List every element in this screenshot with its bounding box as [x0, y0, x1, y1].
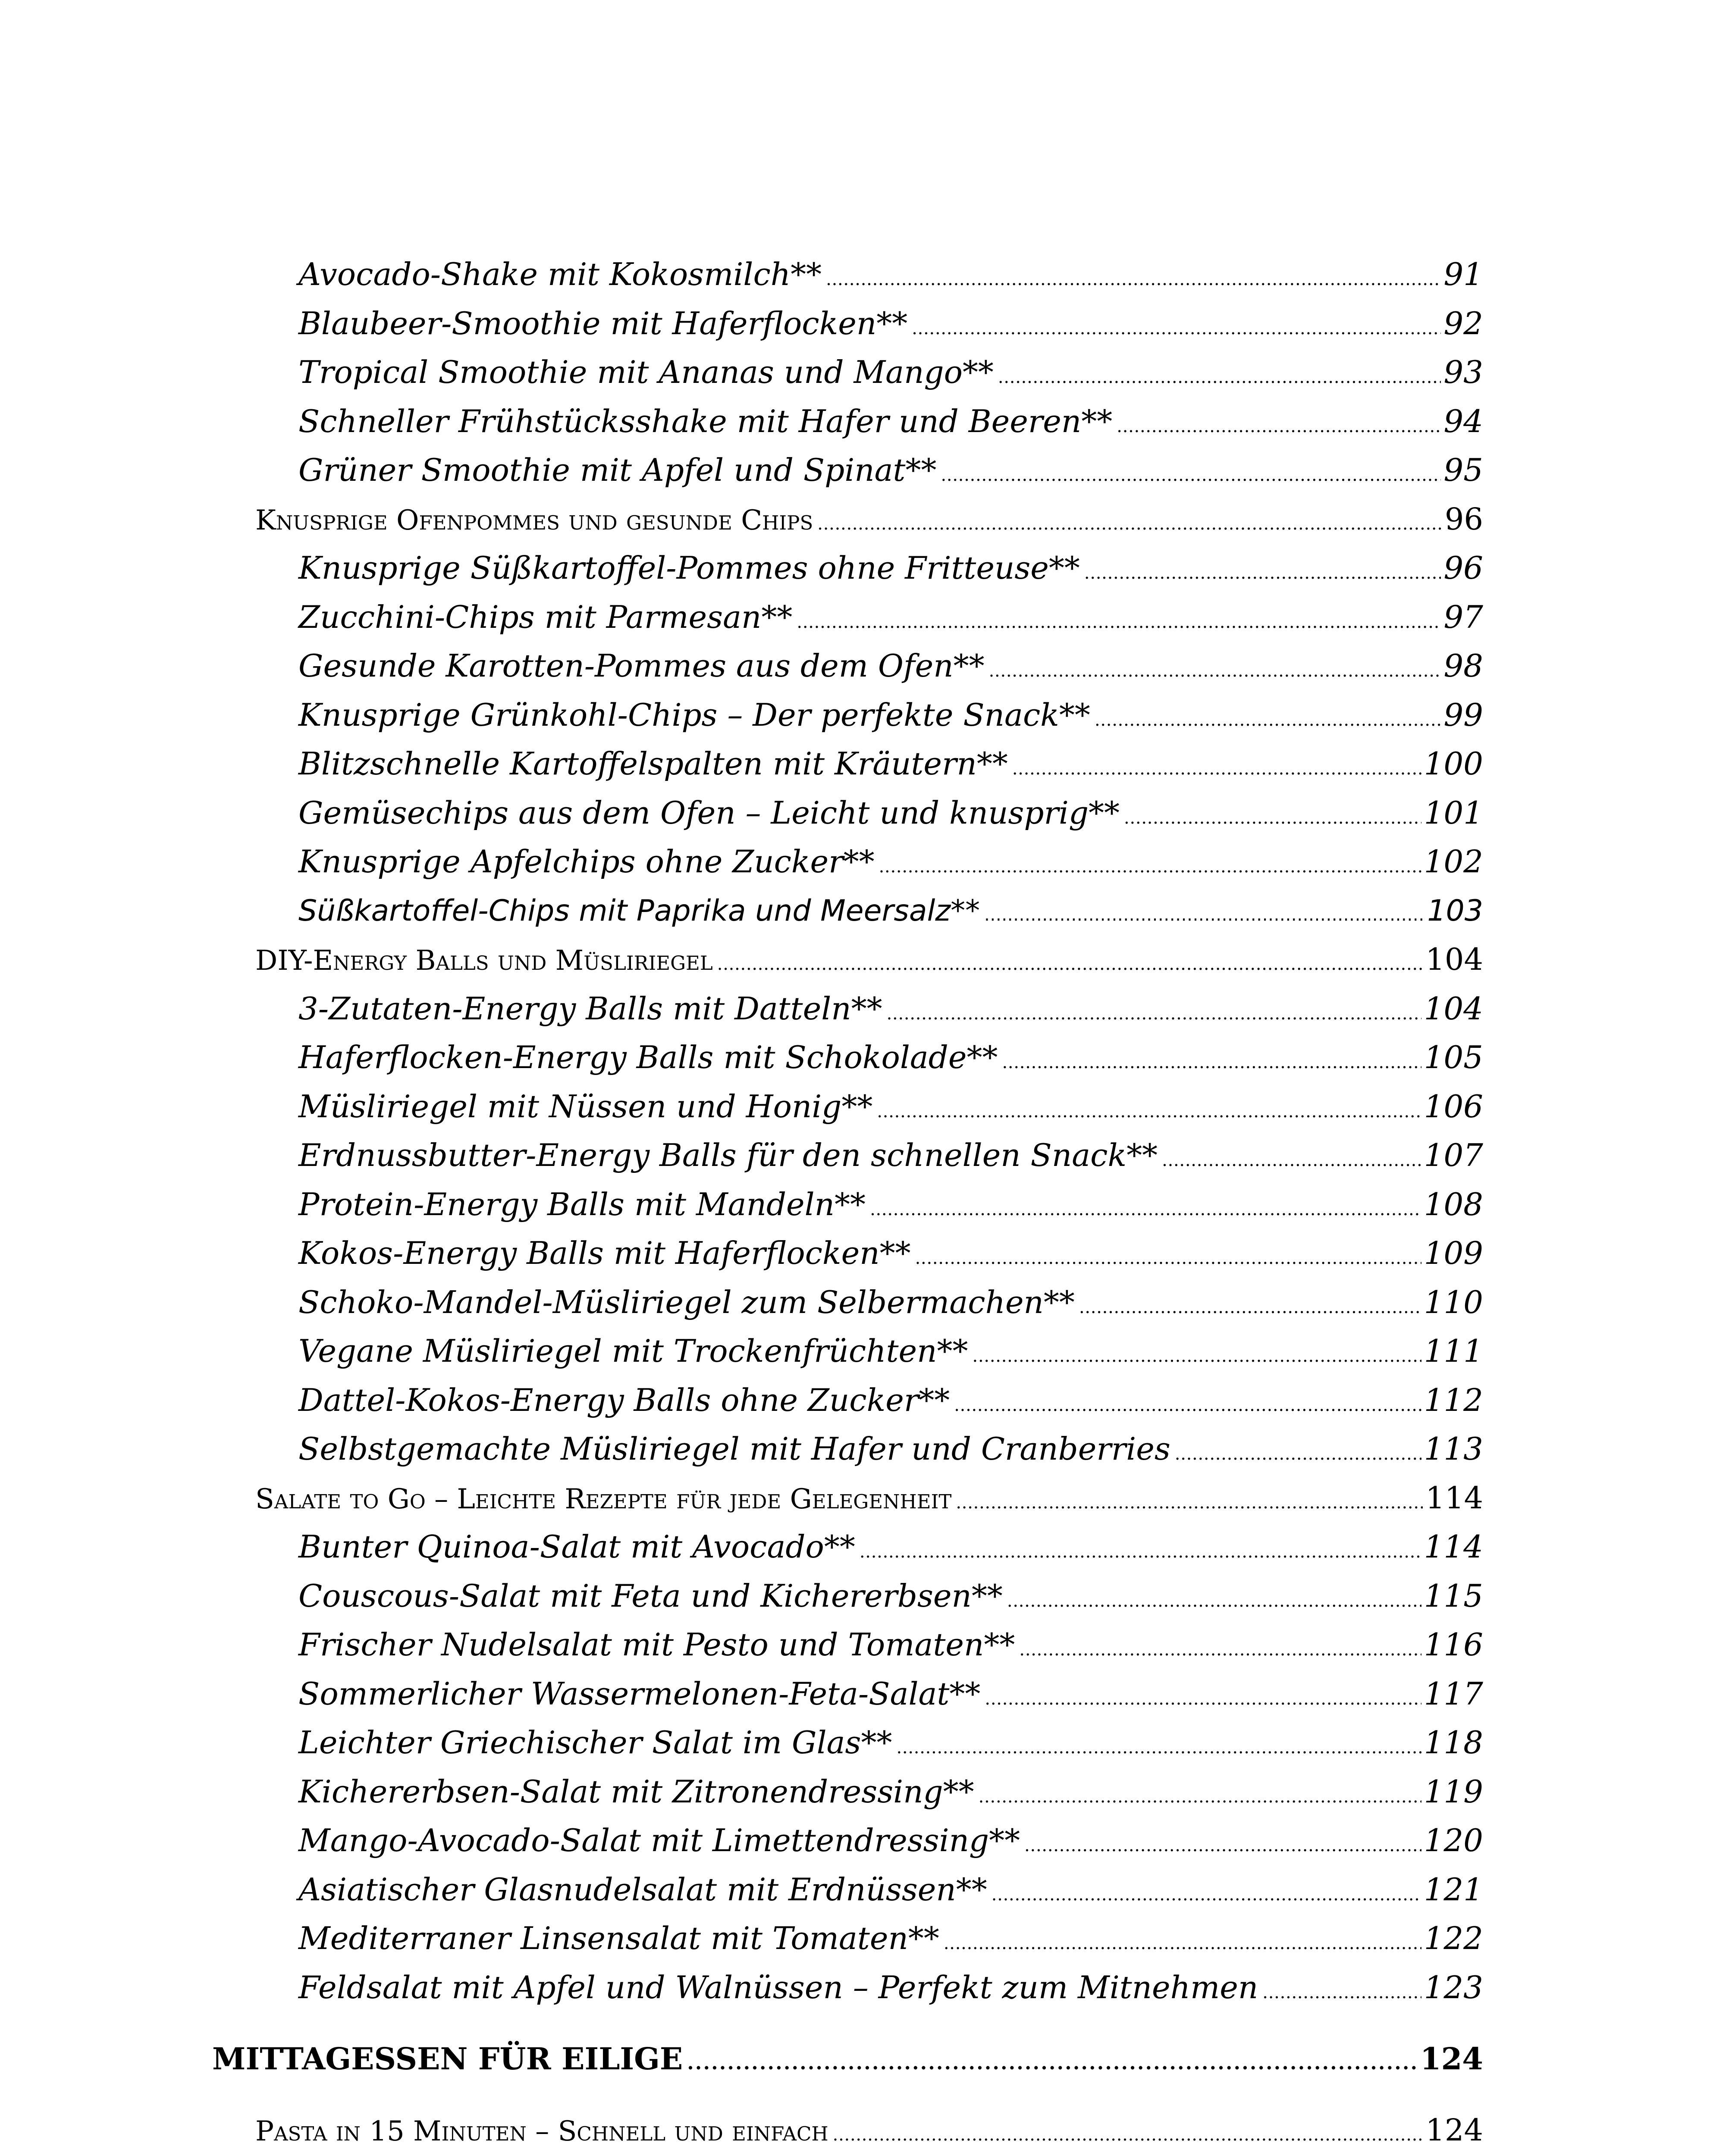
- toc-dot-leader: [912, 299, 1441, 348]
- toc-dot-leader: [797, 593, 1441, 642]
- toc-entry-page: 95: [1443, 452, 1483, 488]
- toc-entry-title: Dattel-Kokos-Energy Balls ohne Zucker**: [298, 1382, 950, 1418]
- toc-entry-title: Salate to Go – Leichte Rezepte für jede Gelegenheit: [255, 1483, 952, 1515]
- toc-recipe-entry: [255, 1131, 1483, 1180]
- table-of-contents: [212, 250, 1483, 2156]
- toc-recipe-entry: [255, 1865, 1483, 1915]
- toc-entry-title: 3-Zutaten-Energy Balls mit Datteln**: [298, 990, 882, 1027]
- toc-entry-page: 101: [1424, 794, 1483, 831]
- toc-dot-leader: [1002, 1033, 1421, 1082]
- toc-section-entry: [255, 2106, 1483, 2155]
- toc-entry-page: 96: [1444, 501, 1483, 537]
- toc-entry-title: Knusprige Grünkohl-Chips – Der perfekte Snack**: [298, 696, 1090, 733]
- toc-entry-page: 100: [1424, 746, 1483, 782]
- toc-dot-leader: [1262, 1963, 1421, 2012]
- toc-dot-leader: [896, 1718, 1421, 1767]
- toc-section-entry: [255, 495, 1483, 544]
- toc-dot-leader: [1117, 397, 1441, 446]
- toc-dot-leader: [833, 2107, 1423, 2155]
- toc-entry-title: Vegane Müsliriegel mit Trockenfrüchten**: [298, 1333, 968, 1369]
- toc-dot-leader: [879, 837, 1421, 887]
- toc-recipe-entry: [255, 1425, 1483, 1474]
- toc-entry-page: 97: [1443, 599, 1483, 635]
- toc-entry-page: 91: [1443, 256, 1483, 292]
- toc-recipe-entry: [255, 1914, 1483, 1963]
- toc-entry-page: 124: [1425, 2112, 1483, 2148]
- toc-section-entry: [255, 1474, 1483, 1523]
- toc-recipe-entry: [255, 593, 1483, 642]
- toc-dot-leader: [984, 887, 1425, 936]
- toc-entry-title: Tropical Smoothie mit Ananas und Mango**: [298, 354, 994, 390]
- toc-recipe-entry: [255, 1718, 1483, 1767]
- toc-dot-leader: [1162, 1131, 1421, 1180]
- toc-dot-leader: [1175, 1425, 1421, 1474]
- toc-recipe-entry: [255, 1620, 1483, 1670]
- toc-entry-page: 98: [1443, 648, 1483, 684]
- toc-entry-page: 102: [1424, 843, 1483, 880]
- toc-entry-title: DIY-Energy Balls und Müsliriegel: [255, 945, 713, 977]
- toc-recipe-entry: [255, 1327, 1483, 1376]
- toc-recipe-entry: [255, 1278, 1483, 1327]
- toc-entry-title: Feldsalat mit Apfel und Walnüssen – Perfekt zum Mitnehmen: [298, 1969, 1258, 2006]
- toc-dot-leader: [1019, 1620, 1421, 1670]
- toc-entry-title: Süßkartoffel-Chips mit Paprika und Meersalz**: [298, 893, 980, 928]
- toc-entry-page: 109: [1424, 1235, 1483, 1271]
- toc-entry-page: 104: [1424, 990, 1483, 1027]
- toc-dot-leader: [944, 1914, 1421, 1963]
- toc-entry-title: Haferflocken-Energy Balls mit Schokolade**: [298, 1039, 998, 1075]
- toc-entry-title: Müsliriegel mit Nüssen und Honig**: [298, 1088, 873, 1125]
- toc-entry-page: 92: [1443, 305, 1483, 342]
- toc-dot-leader: [870, 1180, 1421, 1229]
- toc-dot-leader: [915, 1229, 1421, 1278]
- toc-entry-page: 105: [1424, 1039, 1483, 1075]
- toc-entry-page: 111: [1424, 1333, 1483, 1369]
- toc-entry-title: Kokos-Energy Balls mit Haferflocken**: [298, 1235, 911, 1271]
- toc-dot-leader: [992, 1865, 1421, 1915]
- toc-dot-leader: [956, 1475, 1423, 1523]
- toc-entry-page: 110: [1424, 1284, 1483, 1320]
- toc-entry-title: Erdnussbutter-Energy Balls für den schnellen Snack**: [298, 1137, 1158, 1173]
- toc-entry-title: Asiatischer Glasnudelsalat mit Erdnüssen**: [298, 1871, 987, 1908]
- toc-recipe-entry: [255, 1670, 1483, 1719]
- toc-entry-page: 118: [1424, 1724, 1483, 1761]
- toc-recipe-entry: [255, 1180, 1483, 1229]
- toc-entry-page: 108: [1424, 1186, 1483, 1222]
- toc-entry-page: 94: [1443, 403, 1483, 439]
- toc-dot-leader: [1095, 691, 1441, 740]
- toc-entry-page: 114: [1424, 1529, 1483, 1565]
- toc-section-entry: [255, 935, 1483, 984]
- toc-entry-title: Couscous-Salat mit Feta und Kichererbsen**: [298, 1577, 1003, 1614]
- toc-entry-title: Gemüsechips aus dem Ofen – Leicht und knusprig**: [298, 794, 1120, 831]
- toc-dot-leader: [1007, 1572, 1421, 1621]
- toc-recipe-entry: [255, 642, 1483, 691]
- toc-dot-leader: [860, 1523, 1421, 1572]
- toc-recipe-entry: [255, 1082, 1483, 1131]
- toc-dot-leader: [1012, 740, 1421, 789]
- toc-entry-page: 120: [1424, 1822, 1483, 1858]
- toc-dot-leader: [817, 496, 1442, 544]
- toc-recipe-entry: [255, 1033, 1483, 1082]
- toc-entry-title: Schoko-Mandel-Müsliriegel zum Selbermachen**: [298, 1284, 1075, 1320]
- toc-entry-page: 113: [1424, 1431, 1483, 1467]
- toc-dot-leader: [1084, 544, 1441, 593]
- toc-recipe-entry: [255, 1963, 1483, 2012]
- toc-dot-leader: [717, 936, 1423, 984]
- toc-recipe-entry: [255, 1376, 1483, 1425]
- toc-recipe-entry: [255, 1229, 1483, 1278]
- toc-entry-page: 96: [1443, 550, 1483, 586]
- toc-entry-title: Leichter Griechischer Salat im Glas**: [298, 1724, 892, 1761]
- toc-entry-title: Frischer Nudelsalat mit Pesto und Tomaten**: [298, 1626, 1015, 1663]
- toc-recipe-entry: [255, 250, 1483, 299]
- toc-chapter-entry: [212, 2034, 1483, 2084]
- toc-entry-title: Schneller Frühstücksshake mit Hafer und Beeren**: [298, 403, 1113, 439]
- toc-dot-leader: [985, 1670, 1421, 1719]
- toc-entry-title: Gesunde Karotten-Pommes aus dem Ofen**: [298, 648, 985, 684]
- toc-entry-title: Grüner Smoothie mit Apfel und Spinat**: [298, 452, 937, 488]
- toc-entry-title: Knusprige Ofenpommes und gesunde Chips: [255, 504, 813, 536]
- toc-entry-page: 107: [1424, 1137, 1483, 1173]
- toc-recipe-entry: [255, 544, 1483, 593]
- toc-dot-leader: [979, 1767, 1421, 1817]
- toc-entry-title: Avocado-Shake mit Kokosmilch**: [298, 256, 822, 292]
- toc-entry-page: 112: [1424, 1382, 1483, 1418]
- toc-dot-leader: [941, 446, 1441, 495]
- toc-recipe-entry: [255, 984, 1483, 1034]
- toc-dot-leader: [826, 250, 1441, 299]
- toc-entry-title: Bunter Quinoa-Salat mit Avocado**: [298, 1529, 855, 1565]
- toc-dot-leader: [687, 2034, 1418, 2084]
- toc-recipe-entry: [255, 1523, 1483, 1572]
- toc-dot-leader: [877, 1082, 1421, 1131]
- toc-dot-leader: [1024, 1816, 1421, 1865]
- toc-entry-page: 115: [1424, 1577, 1483, 1614]
- toc-dot-leader: [998, 348, 1441, 397]
- toc-recipe-entry: [255, 348, 1483, 397]
- toc-entry-page: 122: [1424, 1920, 1483, 1956]
- toc-dot-leader: [887, 984, 1421, 1034]
- toc-dot-leader: [989, 642, 1441, 691]
- toc-entry-page: 114: [1425, 1480, 1483, 1516]
- toc-recipe-entry: [255, 887, 1483, 936]
- toc-entry-page: 106: [1424, 1088, 1483, 1125]
- toc-entry-page: 103: [1427, 893, 1483, 928]
- toc-entry-page: 123: [1424, 1969, 1483, 2006]
- toc-entry-title: Mango-Avocado-Salat mit Limettendressing**: [298, 1822, 1020, 1858]
- toc-entry-page: 99: [1443, 696, 1483, 733]
- toc-entry-title: Sommerlicher Wassermelonen-Feta-Salat**: [298, 1675, 981, 1712]
- toc-recipe-entry: [255, 1572, 1483, 1621]
- toc-entry-title: Knusprige Apfelchips ohne Zucker**: [298, 843, 875, 880]
- toc-entry-title: MITTAGESSEN FÜR EILIGE: [212, 2041, 683, 2077]
- toc-entry-page: 119: [1424, 1773, 1483, 1810]
- toc-dot-leader: [973, 1327, 1421, 1376]
- toc-recipe-entry: [255, 446, 1483, 495]
- toc-recipe-entry: [255, 789, 1483, 838]
- toc-recipe-entry: [255, 1767, 1483, 1817]
- toc-entry-title: Pasta in 15 Minuten – Schnell und einfach: [255, 2115, 828, 2147]
- toc-entry-title: Knusprige Süßkartoffel-Pommes ohne Fritteuse**: [298, 550, 1080, 586]
- toc-recipe-entry: [255, 740, 1483, 789]
- toc-entry-page: 116: [1424, 1626, 1483, 1663]
- toc-recipe-entry: [255, 1816, 1483, 1865]
- toc-entry-page: 121: [1424, 1871, 1483, 1908]
- toc-entry-title: Selbstgemachte Müsliriegel mit Hafer und Cranberries: [298, 1431, 1170, 1467]
- toc-recipe-entry: [255, 299, 1483, 348]
- toc-entry-page: 93: [1443, 354, 1483, 390]
- toc-entry-page: 117: [1424, 1675, 1483, 1712]
- toc-recipe-entry: [255, 691, 1483, 740]
- toc-entry-page: 104: [1425, 942, 1483, 977]
- toc-dot-leader: [954, 1376, 1421, 1425]
- toc-entry-title: Mediterraner Linsensalat mit Tomaten**: [298, 1920, 939, 1956]
- toc-dot-leader: [1124, 789, 1421, 838]
- toc-entry-page: 124: [1420, 2041, 1483, 2077]
- toc-entry-title: Blitzschnelle Kartoffelspalten mit Kräutern**: [298, 746, 1008, 782]
- toc-entry-title: Blaubeer-Smoothie mit Haferflocken**: [298, 305, 908, 342]
- toc-entry-title: Protein-Energy Balls mit Mandeln**: [298, 1186, 866, 1222]
- toc-entry-title: Kichererbsen-Salat mit Zitronendressing**: [298, 1773, 974, 1810]
- toc-recipe-entry: [255, 397, 1483, 446]
- toc-entry-title: Zucchini-Chips mit Parmesan**: [298, 599, 793, 635]
- toc-dot-leader: [1079, 1278, 1421, 1327]
- toc-recipe-entry: [255, 837, 1483, 887]
